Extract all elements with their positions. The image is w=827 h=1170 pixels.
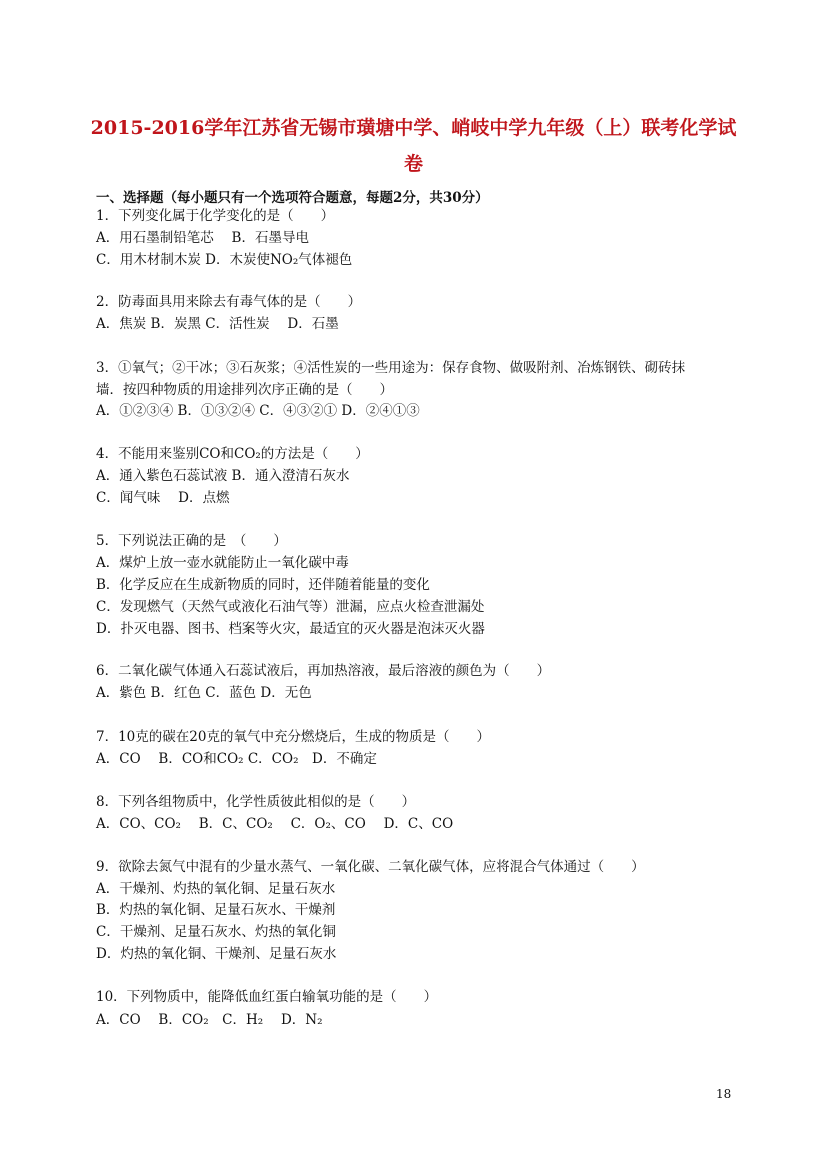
question-5-stem: 5．下列说法正确的是 （ ） <box>96 533 287 549</box>
question-2-stem: 2．防毒面具用来除去有毒气体的是（ ） <box>96 294 362 310</box>
question-1-stem: 1．下列变化属于化学变化的是（ ） <box>96 208 335 224</box>
question-9-option-row: D．灼热的氧化铜、干燥剂、足量石灰水 <box>96 946 337 962</box>
question-3-stem-cont: 墙．按四种物质的用途排列次序正确的是（ ） <box>96 382 393 398</box>
question-7-option-row: A．CO B．CO和CO₂ C．CO₂ D．不确定 <box>96 751 377 767</box>
question-4-option-row: A．通入紫色石蕊试液 B．通入澄清石灰水 <box>96 468 350 484</box>
question-5-option-row: A．煤炉上放一壶水就能防止一氧化碳中毒 <box>96 555 349 571</box>
question-9-option-row: C．干燥剂、足量石灰水、灼热的氧化铜 <box>96 924 336 940</box>
question-8-option-row: A．CO、CO₂ B．C、CO₂ C．O₂、CO D．C、CO <box>96 816 454 832</box>
question-4-stem: 4．不能用来鉴别CO和CO₂的方法是（ ） <box>96 446 369 462</box>
question-2-option-row: A．焦炭 B．炭黑 C．活性炭 D．石墨 <box>96 316 339 332</box>
question-7-stem: 7．10克的碳在20克的氧气中充分燃烧后，生成的物质是（ ） <box>96 729 490 745</box>
question-4-option-row: C．闻气味 D．点燃 <box>96 490 230 506</box>
section-heading: 一、选择题（每小题只有一个选项符合题意，每题2分，共30分） <box>96 190 489 206</box>
question-5-option-row: C．发现燃气（天然气或液化石油气等）泄漏，应点火检查泄漏处 <box>96 599 485 615</box>
question-10-option-row: A．CO B．CO₂ C．H₂ D．N₂ <box>96 1012 323 1028</box>
question-6-stem: 6．二氧化碳气体通入石蕊试液后，再加热溶液，最后溶液的颜色为（ ） <box>96 663 551 679</box>
question-9-stem: 9．欲除去氮气中混有的少量水蒸气、一氧化碳、二氧化碳气体，应将混合气体通过（ ） <box>96 859 645 875</box>
question-9-option-row: A．干燥剂、灼热的氧化铜、足量石灰水 <box>96 881 336 897</box>
document-title-line2: 卷 <box>403 153 423 175</box>
question-1-option-row: A．用石墨制铅笔芯 B．石墨导电 <box>96 230 309 246</box>
question-3-stem: 3．①氧气；②干冰；③石灰浆；④活性炭的一些用途为：保存食物、做吸附剂、冶炼钢铁、砌砖抹 <box>96 360 686 376</box>
question-9-option-row: B．灼热的氧化铜、足量石灰水、干燥剂 <box>96 902 336 918</box>
question-6-option-row: A．紫色 B．红色 C．蓝色 D．无色 <box>96 685 312 701</box>
question-5-option-row: B．化学反应在生成新物质的同时，还伴随着能量的变化 <box>96 577 430 593</box>
question-10-stem: 10．下列物质中，能降低血红蛋白输氧功能的是（ ） <box>96 989 438 1005</box>
question-8-stem: 8．下列各组物质中，化学性质彼此相似的是（ ） <box>96 794 416 810</box>
page-number: 18 <box>716 1087 732 1101</box>
question-3-option-row: A．①②③④ B．①③②④ C．④③②① D．②④①③ <box>96 403 420 419</box>
question-1-option-row: C．用木材制木炭 D．木炭使NO₂气体褪色 <box>96 252 353 268</box>
document-title-line1: 2015-2016学年江苏省无锡市璜塘中学、峭岐中学九年级（上）联考化学试 <box>90 117 737 139</box>
question-5-option-row: D．扑灭电器、图书、档案等火灾，最适宜的灭火器是泡沫灭火器 <box>96 621 485 637</box>
